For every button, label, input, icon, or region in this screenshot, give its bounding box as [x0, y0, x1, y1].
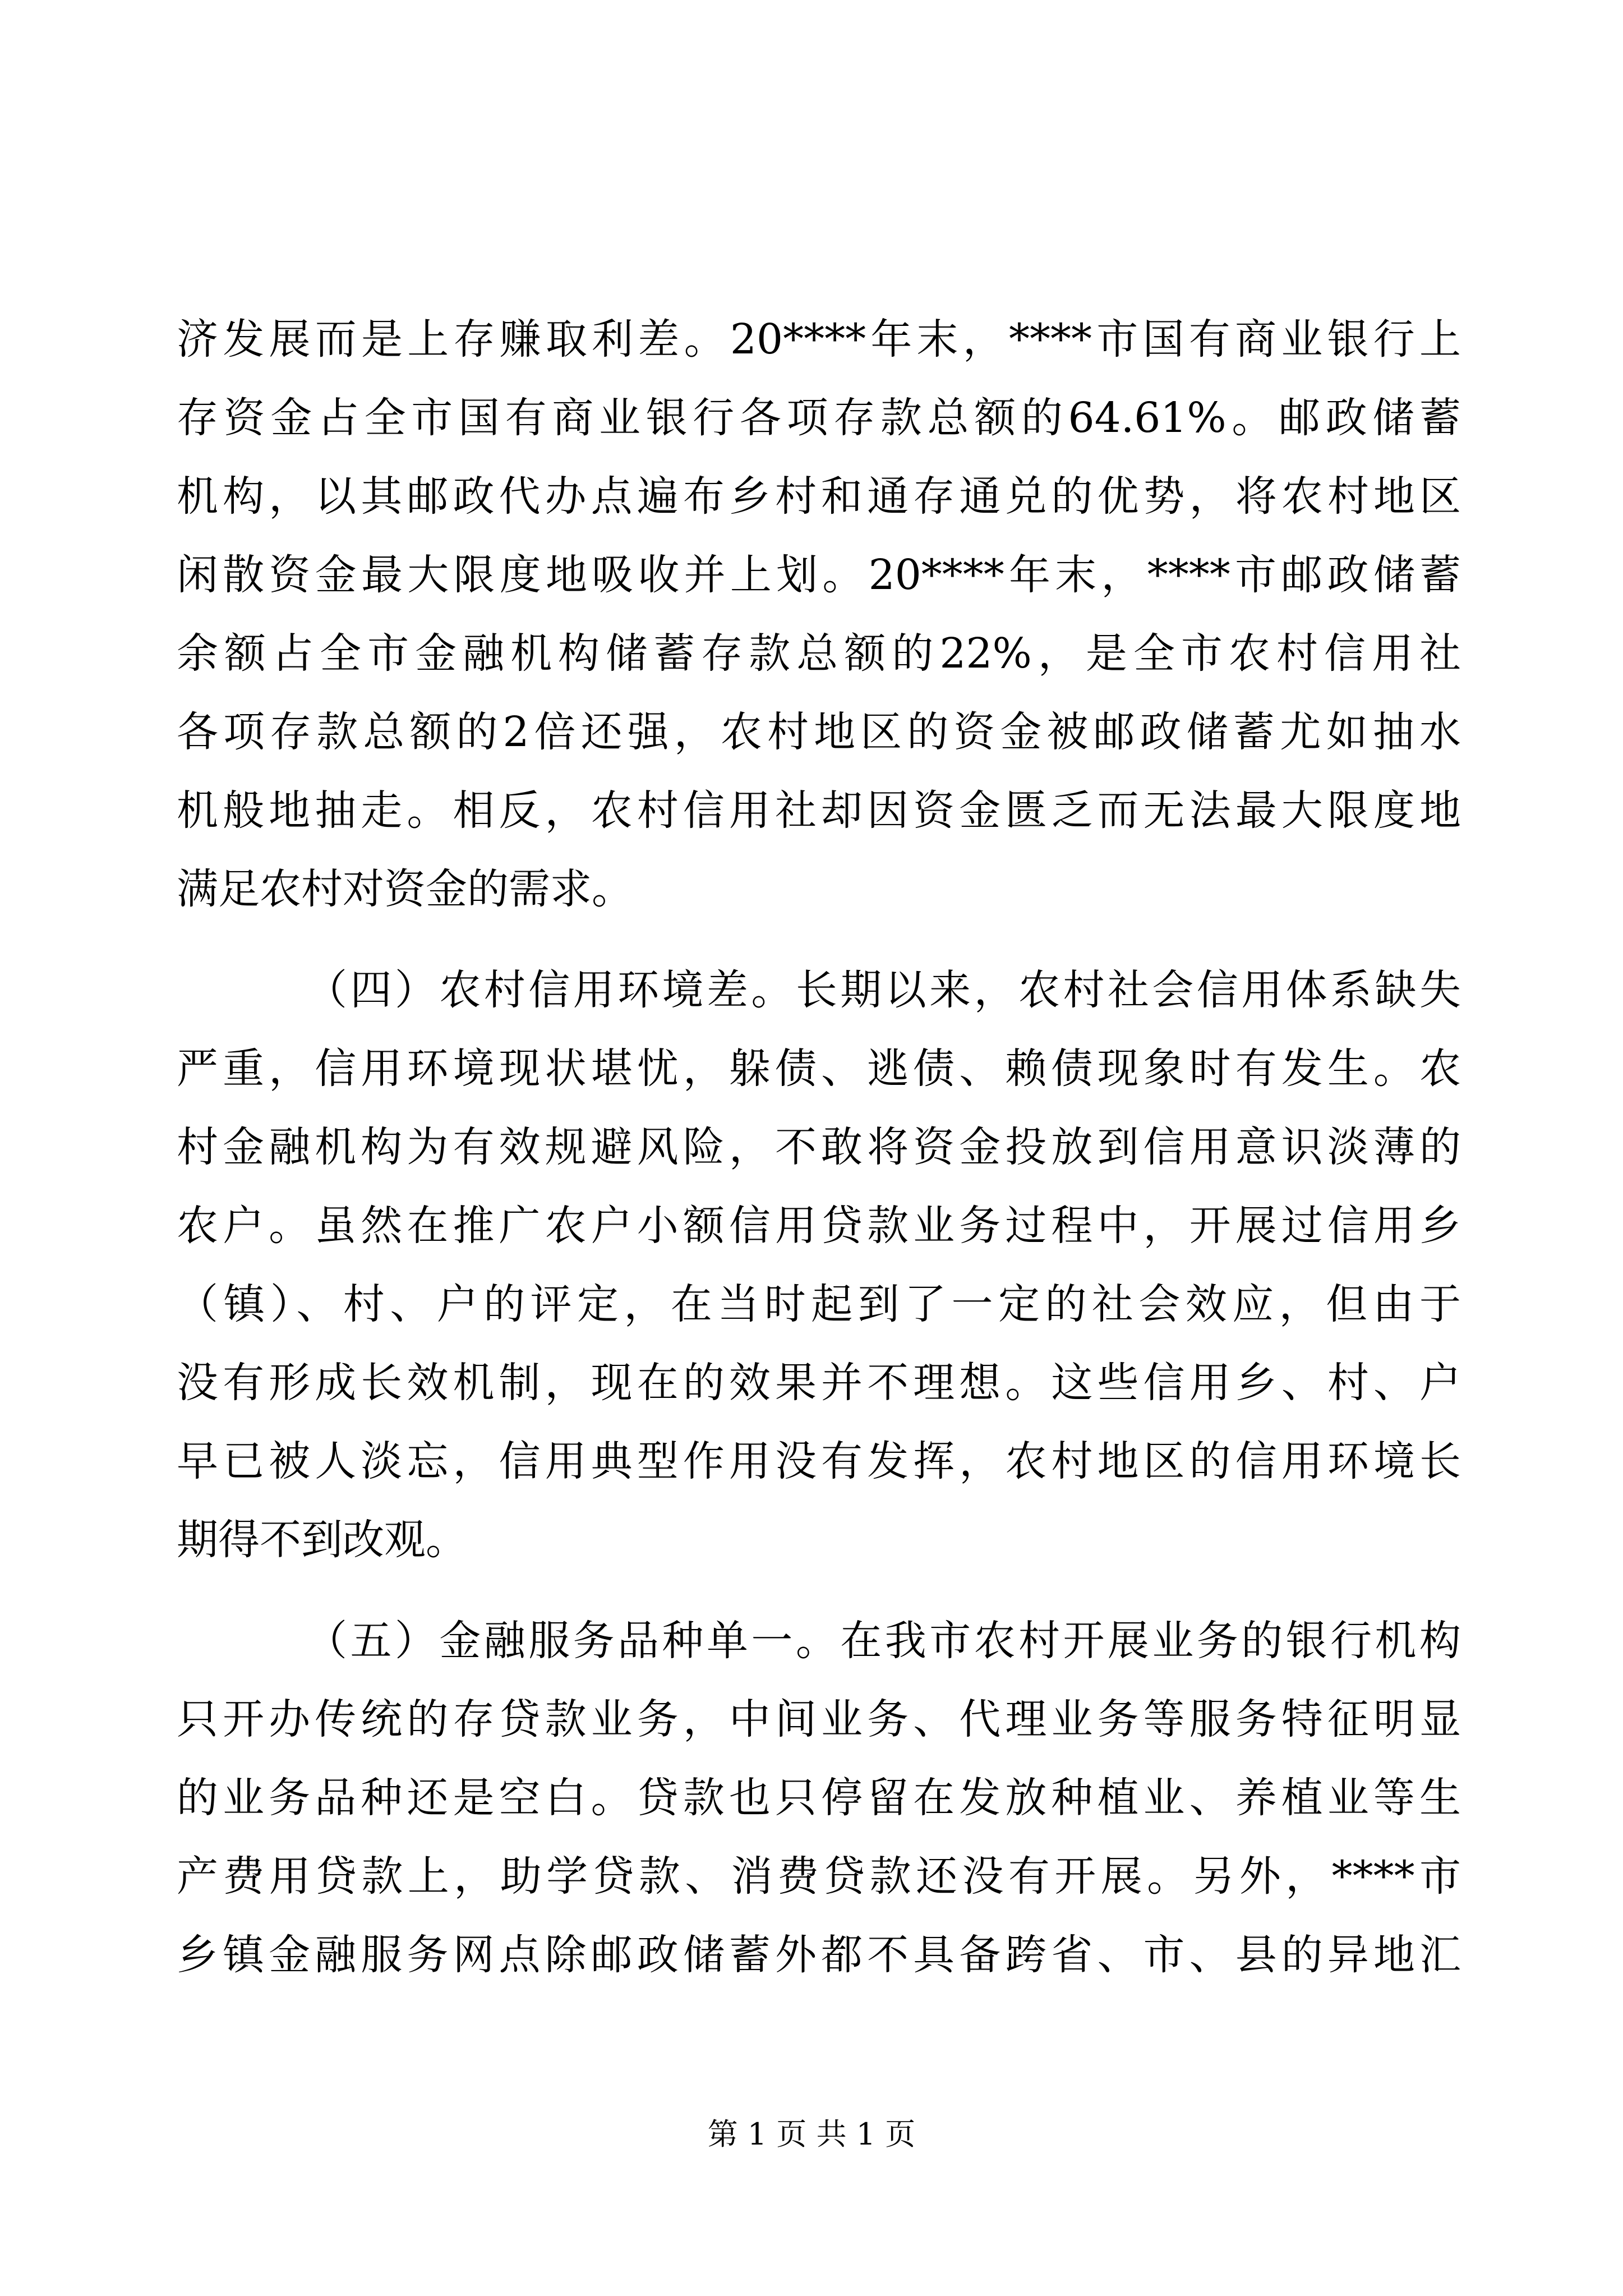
- paragraph-line: 产费用贷款上，助学贷款、消费贷款还没有开展。另外，****市: [177, 1852, 1461, 1901]
- paragraph-line: 严重，信用环境现状堪忧，躲债、逃债、赖债现象时有发生。农: [177, 1045, 1461, 1093]
- paragraph-line: 机构，以其邮政代办点遍布乡村和通存通兑的优势，将农村地区: [177, 472, 1461, 521]
- paragraph-line: 农户。虽然在推广农户小额信用贷款业务过程中，开展过信用乡: [177, 1202, 1461, 1250]
- paragraph-line: 闲散资金最大限度地吸收并上划。20****年末，****市邮政储蓄: [177, 551, 1461, 599]
- section-heading-line: （四）农村信用环境差。长期以来，农村社会信用体系缺失: [306, 966, 1461, 1014]
- page-number-footer: 第 1 页 共 1 页: [707, 2116, 916, 2152]
- paragraph-line: 各项存款总额的2倍还强，农村地区的资金被邮政储蓄尤如抽水: [177, 708, 1461, 756]
- paragraph-line: 乡镇金融服务网点除邮政储蓄外都不具备跨省、市、县的异地汇: [177, 1931, 1461, 1979]
- paragraph-line: 期得不到改观。: [177, 1516, 467, 1564]
- paragraph-line: 只开办传统的存贷款业务，中间业务、代理业务等服务特征明显: [177, 1695, 1461, 1743]
- paragraph-line: 机般地抽走。相反，农村信用社却因资金匮乏而无法最大限度地: [177, 786, 1461, 835]
- paragraph-line: 余额占全市金融机构储蓄存款总额的22%，是全市农村信用社: [177, 629, 1461, 678]
- paragraph-line: 满足农村对资金的需求。: [177, 865, 633, 913]
- paragraph-line: 村金融机构为有效规避风险，不敢将资金投放到信用意识淡薄的: [177, 1123, 1461, 1171]
- paragraph-line: 早已被人淡忘，信用典型作用没有发挥，农村地区的信用环境长: [177, 1437, 1461, 1485]
- section-heading-line: （五）金融服务品种单一。在我市农村开展业务的银行机构: [306, 1617, 1461, 1665]
- paragraph-line: （镇）、村、户的评定，在当时起到了一定的社会效应，但由于: [177, 1280, 1461, 1328]
- paragraph-line: 没有形成长效机制，现在的效果并不理想。这些信用乡、村、户: [177, 1359, 1461, 1407]
- paragraph-line: 存资金占全市国有商业银行各项存款总额的64.61%。邮政储蓄: [177, 394, 1461, 442]
- paragraph-line: 济发展而是上存赚取利差。20****年末，****市国有商业银行上: [177, 315, 1461, 364]
- paragraph-line: 的业务品种还是空白。贷款也只停留在发放种植业、养植业等生: [177, 1774, 1461, 1822]
